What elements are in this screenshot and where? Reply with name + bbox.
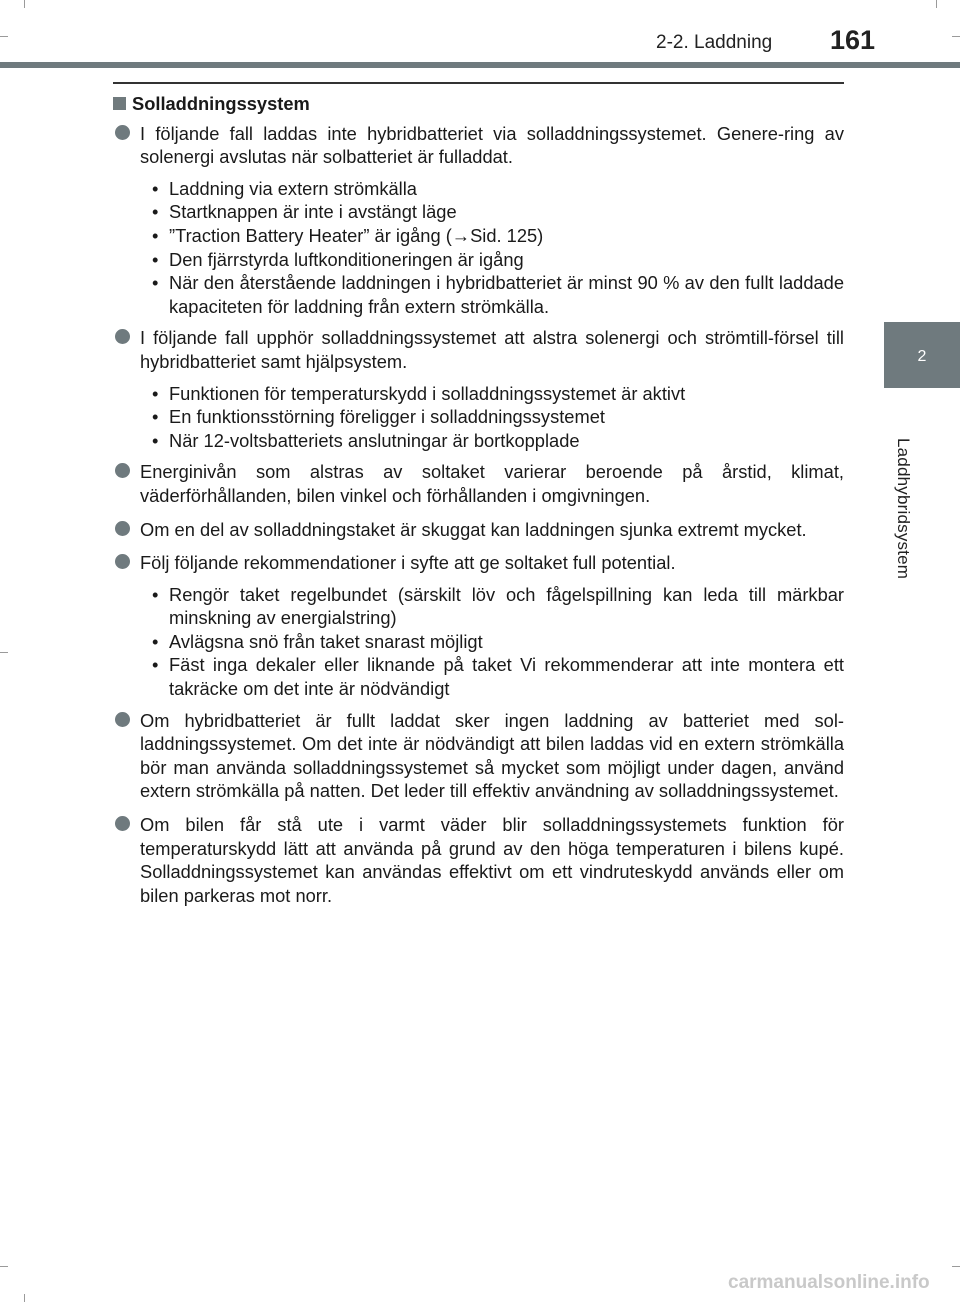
paragraph-text: Om bilen får stå ute i varmt väder blir solladdningssystemets funktion för temperaturskydd lätt att använda på grund av den höga temperaturen i bilens kupé. Solladdningssystemet kan användas effektivt om ett vindruteskydd används eller om bilen parkeras mot norr. — [140, 814, 844, 906]
square-bullet-icon — [113, 97, 126, 110]
list-item: • Den fjärrstyrda luftkonditioneringen är igång — [152, 248, 524, 270]
paragraph-text: Energinivån som alstras av soltaket varierar beroende på årstid, klimat, väderförhållanden, bilen vinkel och förhållanden i omgivningen. — [140, 461, 844, 506]
crop-mark — [24, 1294, 25, 1302]
list-item: • Rengör taket regelbundet (särskilt löv och fågelspillning kan leda till märkbar minskning av energialstring) — [152, 583, 844, 629]
list-item: • Startknappen är inte i avstängt läge — [152, 201, 457, 223]
circle-bullet-icon — [115, 554, 130, 569]
bullet-paragraph — [113, 122, 844, 169]
list-item: • Funktionen för temperaturskydd i solladdningssystemet är aktivt — [152, 382, 686, 404]
circle-bullet-icon — [115, 521, 130, 536]
section-heading — [113, 92, 844, 116]
list-item: • Avlägsna snö från taket snarast möjligt — [152, 630, 483, 652]
crop-mark — [0, 36, 8, 37]
paragraph-text: Följ följande rekommendationer i syfte att ge soltaket full potential. — [140, 552, 676, 574]
top-rule — [113, 82, 844, 84]
bullet-paragraph — [113, 813, 844, 907]
list-item: • ”Traction Battery Heater” är igång (→Sid. 125) — [152, 224, 544, 246]
crop-mark — [952, 1266, 960, 1267]
section-title: 2-2. Laddning — [656, 32, 773, 53]
paragraph-text: I följande fall laddas inte hybridbatteriet via solladdningssystemet. Genere-ring av solenergi avslutas när solbatteriet är fulladdat. — [140, 122, 844, 168]
chapter-title: Laddhybridsystem — [894, 438, 913, 580]
main-content — [113, 92, 844, 917]
circle-bullet-icon — [115, 816, 130, 831]
list-item: • När den återstående laddningen i hybridbatteriet är minst 90 % av den fullt laddade kapaciteten för laddning från extern strömkälla. — [152, 272, 844, 317]
crop-mark — [24, 0, 25, 8]
crop-mark — [0, 1266, 8, 1267]
header-bar — [0, 62, 960, 68]
paragraph-text: I följande fall upphör solladdningssystemet att alstra solenergi och strömtill-försel till hybridbatteriet samt hjälpsystem. — [140, 327, 844, 372]
circle-bullet-icon — [115, 712, 130, 727]
bullet-paragraph — [113, 460, 844, 507]
bullet-paragraph — [113, 709, 844, 803]
chapter-number: 2 — [917, 348, 927, 365]
list-item: • En funktionsstörning föreligger i solladdningssystemet — [152, 406, 605, 428]
circle-bullet-icon — [115, 463, 130, 478]
list-item: • När 12-voltsbatteriets anslutningar är bortkopplade — [152, 429, 580, 451]
heading-text: Solladdningssystem — [132, 93, 310, 114]
paragraph-text: Om hybridbatteriet är fullt laddat sker ingen laddning av batteriet med sol-laddningssystemet. Om det inte är nödvändigt att bilen laddas vid en extern strömkälla bör man använda solladdningssystemet så mycket som möjligt under dagen, använd extern strömkälla på natten. Det leder till effektiv användning av solladdningssystemet. — [140, 709, 844, 802]
circle-bullet-icon — [115, 125, 130, 140]
list-item: • Fäst inga dekaler eller liknande på taket Vi rekommenderar att inte montera ett takräcke om det inte är nödvändigt — [152, 654, 844, 700]
sub-list — [113, 583, 844, 701]
paragraph-text: Om en del av solladdningstaket är skuggat kan laddningen sjunka extremt mycket. — [140, 518, 807, 540]
sub-list — [113, 382, 844, 453]
circle-bullet-icon — [115, 329, 130, 344]
list-item: • Laddning via extern strömkälla — [152, 177, 417, 199]
crop-mark — [936, 0, 937, 8]
sub-list — [113, 177, 844, 319]
bullet-paragraph — [113, 551, 844, 575]
page-number: 161 — [830, 25, 876, 55]
bullet-paragraph — [113, 326, 844, 373]
crop-mark — [0, 652, 8, 653]
watermark: carmanualsonline.info — [728, 1272, 930, 1293]
bullet-paragraph — [113, 518, 844, 542]
crop-mark — [952, 36, 960, 37]
